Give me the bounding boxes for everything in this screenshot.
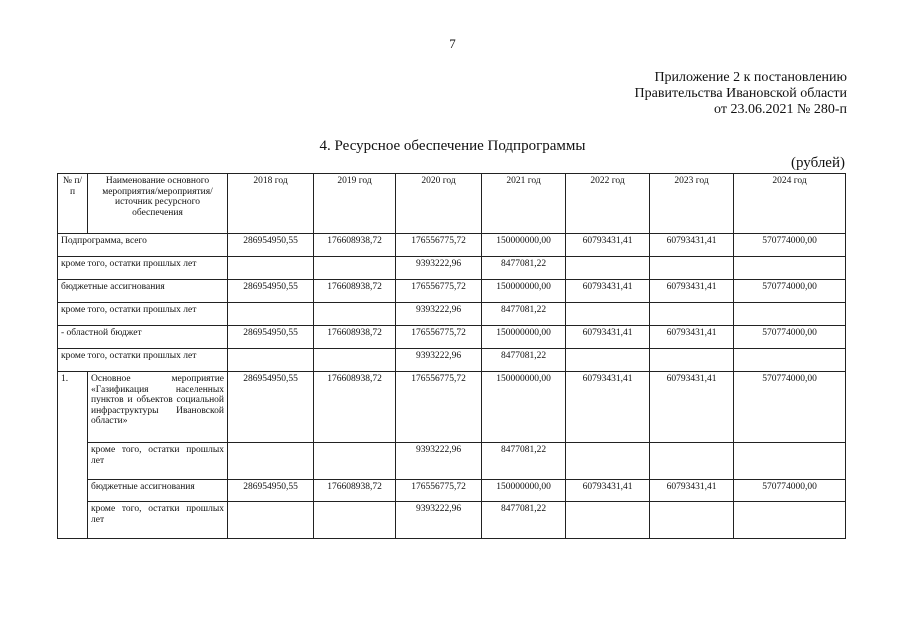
cell-value: 150000000,00 xyxy=(482,234,566,257)
row-label: кроме того, остатки прошлых лет xyxy=(88,443,228,480)
cell-value: 176608938,72 xyxy=(314,480,396,502)
appendix-line-3: от 23.06.2021 № 280-п xyxy=(714,102,847,117)
cell-value: 176556775,72 xyxy=(396,326,482,349)
table-row xyxy=(58,280,846,303)
cell-value: 570774000,00 xyxy=(734,326,846,349)
cell-value: 176608938,72 xyxy=(314,372,396,443)
cell-value: 286954950,55 xyxy=(228,326,314,349)
appendix-block xyxy=(635,70,847,118)
cell-value: 570774000,00 xyxy=(734,372,846,443)
cell-value xyxy=(734,502,846,539)
cell-value xyxy=(314,502,396,539)
cell-value xyxy=(566,502,650,539)
header-year: 2019 год xyxy=(314,174,396,234)
cell-value: 570774000,00 xyxy=(734,280,846,303)
cell-value: 286954950,55 xyxy=(228,480,314,502)
cell-value: 60793431,41 xyxy=(566,280,650,303)
header-num: № п/п xyxy=(58,174,88,234)
cell-value: 8477081,22 xyxy=(482,349,566,372)
cell-value: 176608938,72 xyxy=(314,326,396,349)
cell-value: 150000000,00 xyxy=(482,480,566,502)
header-year: 2020 год xyxy=(396,174,482,234)
appendix-line-1: Приложение 2 к постановлению xyxy=(654,70,847,85)
cell-value: 9393222,96 xyxy=(396,502,482,539)
appendix-line-2: Правительства Ивановской области xyxy=(634,86,847,101)
table-row xyxy=(58,443,846,480)
table-row xyxy=(58,502,846,539)
cell-value xyxy=(228,303,314,326)
cell-value: 150000000,00 xyxy=(482,372,566,443)
cell-value: 60793431,41 xyxy=(650,326,734,349)
cell-value: 9393222,96 xyxy=(396,303,482,326)
cell-value xyxy=(228,349,314,372)
cell-value xyxy=(228,502,314,539)
table-header-row xyxy=(58,174,846,234)
header-year: 2023 год xyxy=(650,174,734,234)
table-row xyxy=(58,234,846,257)
cell-value: 286954950,55 xyxy=(228,234,314,257)
cell-value: 286954950,55 xyxy=(228,280,314,303)
cell-value xyxy=(566,257,650,280)
cell-value: 8477081,22 xyxy=(482,303,566,326)
cell-value xyxy=(734,443,846,480)
cell-value: 286954950,55 xyxy=(228,372,314,443)
row-label: бюджетные ассигнования xyxy=(88,480,228,502)
header-year: 2024 год xyxy=(734,174,846,234)
cell-value: 9393222,96 xyxy=(396,349,482,372)
row-label: кроме того, остатки прошлых лет xyxy=(58,303,228,326)
event-number: 1. xyxy=(58,372,88,539)
header-year: 2018 год xyxy=(228,174,314,234)
cell-value xyxy=(566,303,650,326)
table-row xyxy=(58,257,846,280)
cell-value: 8477081,22 xyxy=(482,502,566,539)
cell-value xyxy=(650,502,734,539)
cell-value: 60793431,41 xyxy=(566,234,650,257)
cell-value: 9393222,96 xyxy=(396,257,482,280)
cell-value xyxy=(566,443,650,480)
page-number: 7 xyxy=(449,36,456,51)
cell-value xyxy=(734,349,846,372)
cell-value: 60793431,41 xyxy=(650,372,734,443)
table-row xyxy=(58,480,846,502)
row-label: кроме того, остатки прошлых лет xyxy=(58,257,228,280)
cell-value: 570774000,00 xyxy=(734,480,846,502)
cell-value: 60793431,41 xyxy=(566,326,650,349)
header-name: Наименование основного мероприятия/мероприятия/ источник ресурсного обеспечения xyxy=(88,174,228,234)
row-label: бюджетные ассигнования xyxy=(58,280,228,303)
cell-value xyxy=(734,303,846,326)
cell-value: 150000000,00 xyxy=(482,326,566,349)
header-year: 2022 год xyxy=(566,174,650,234)
table-row xyxy=(58,326,846,349)
cell-value: 9393222,96 xyxy=(396,443,482,480)
table-row xyxy=(58,303,846,326)
cell-value: 60793431,41 xyxy=(566,372,650,443)
cell-value xyxy=(314,257,396,280)
cell-value: 176608938,72 xyxy=(314,280,396,303)
resource-table xyxy=(57,173,846,539)
cell-value xyxy=(650,257,734,280)
section-title: 4. Ресурсное обеспечение Подпрограммы xyxy=(319,138,586,154)
cell-value xyxy=(650,303,734,326)
cell-value xyxy=(314,443,396,480)
cell-value: 60793431,41 xyxy=(650,234,734,257)
units-label: (рублей) xyxy=(790,155,845,171)
table-row xyxy=(58,372,846,443)
cell-value xyxy=(314,349,396,372)
cell-value: 8477081,22 xyxy=(482,443,566,480)
cell-value xyxy=(314,303,396,326)
cell-value: 176556775,72 xyxy=(396,480,482,502)
row-label: кроме того, остатки прошлых лет xyxy=(58,349,228,372)
cell-value xyxy=(228,257,314,280)
cell-value xyxy=(650,443,734,480)
cell-value xyxy=(650,349,734,372)
cell-value: 60793431,41 xyxy=(566,480,650,502)
cell-value: 570774000,00 xyxy=(734,234,846,257)
row-label: - областной бюджет xyxy=(58,326,228,349)
cell-value: 8477081,22 xyxy=(482,257,566,280)
cell-value xyxy=(734,257,846,280)
cell-value: 60793431,41 xyxy=(650,280,734,303)
header-year: 2021 год xyxy=(482,174,566,234)
table-row xyxy=(58,349,846,372)
cell-value: 150000000,00 xyxy=(482,280,566,303)
row-label: Подпрограмма, всего xyxy=(58,234,228,257)
cell-value: 176608938,72 xyxy=(314,234,396,257)
cell-value: 60793431,41 xyxy=(650,480,734,502)
row-label: кроме того, остатки прошлых лет xyxy=(88,502,228,539)
cell-value xyxy=(566,349,650,372)
cell-value: 176556775,72 xyxy=(396,234,482,257)
cell-value: 176556775,72 xyxy=(396,280,482,303)
row-label: Основное мероприятие «Газификация населенных пунктов и объектов социальной инфраструктуры Ивановской области» xyxy=(88,372,228,443)
cell-value: 176556775,72 xyxy=(396,372,482,443)
cell-value xyxy=(228,443,314,480)
